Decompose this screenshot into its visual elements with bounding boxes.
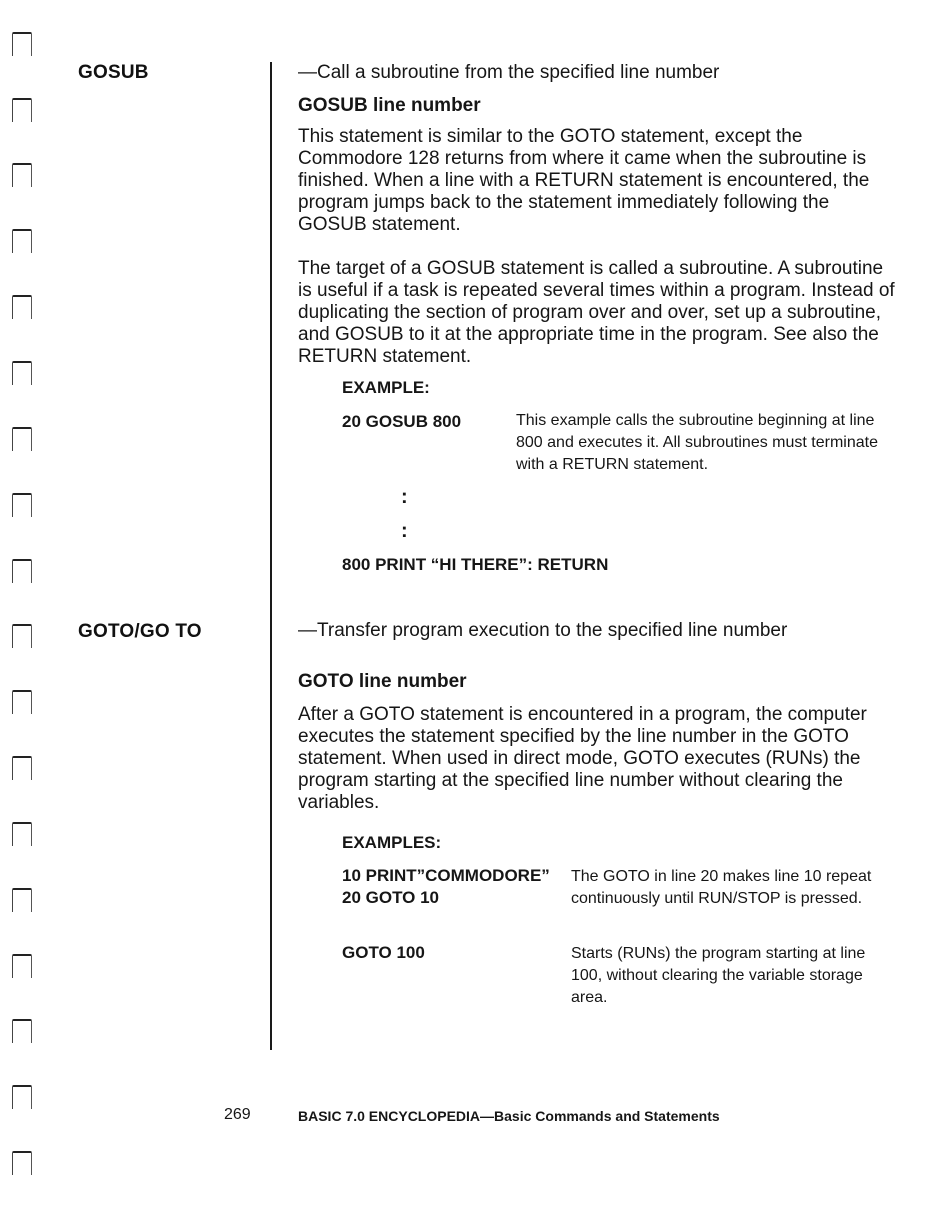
ellipsis-colon: : bbox=[401, 520, 408, 542]
binder-hole bbox=[12, 163, 32, 187]
binder-hole bbox=[12, 427, 32, 451]
gosub-description: —Call a subroutine from the specified line number bbox=[298, 62, 720, 83]
binder-hole bbox=[12, 756, 32, 780]
binder-hole bbox=[12, 98, 32, 122]
goto-paragraph-1: After a GOTO statement is encountered in a program, the computer executes the statement specified by the line number in the GOTO statement. When used in direct mode, GOTO executes (RUNs) the program starting at the specified line number without clearing the variables. bbox=[298, 704, 867, 813]
binder-hole bbox=[12, 229, 32, 253]
binder-hole bbox=[12, 1151, 32, 1175]
goto-example-1-code-line-1: 10 PRINT”COMMODORE” bbox=[342, 866, 550, 885]
binder-hole bbox=[12, 624, 32, 648]
keyword-gosub: GOSUB bbox=[78, 62, 149, 83]
goto-example-2-code: GOTO 100 bbox=[342, 943, 425, 962]
gosub-example-heading: EXAMPLE: bbox=[342, 378, 430, 397]
binder-holes bbox=[0, 0, 60, 1219]
gosub-paragraph-1: This statement is similar to the GOTO statement, except the Commodore 128 returns from where it came when the subroutine is finished. When a line with a RETURN statement is encountered, the program jumps back to the statement immediately following the GOSUB statement. bbox=[298, 126, 870, 235]
gosub-example-description: This example calls the subroutine beginning at line 800 and executes it. All subroutines must terminate with a RETURN statement. bbox=[516, 412, 878, 473]
binder-hole bbox=[12, 954, 32, 978]
binder-hole bbox=[12, 32, 32, 56]
goto-examples-heading: EXAMPLES: bbox=[342, 833, 442, 852]
goto-example-2-description: Starts (RUNs) the program starting at line 100, without clearing the variable storage area. bbox=[571, 945, 866, 1006]
column-divider bbox=[270, 62, 272, 1050]
binder-hole bbox=[12, 888, 32, 912]
page-number: 269 bbox=[224, 1106, 251, 1123]
gosub-format: GOSUB line number bbox=[298, 95, 481, 116]
gosub-paragraph-2: The target of a GOSUB statement is called a subroutine. A subroutine is useful if a task is repeated several times within a program. Instead of duplicating the section of program over and over, set up a subroutine, and GOSUB to it at the appropriate time in the program. See also the RETURN statement. bbox=[298, 258, 895, 367]
binder-hole bbox=[12, 690, 32, 714]
binder-hole bbox=[12, 1085, 32, 1109]
goto-example-1-code-line-2: 20 GOTO 10 bbox=[342, 888, 440, 907]
keyword-goto: GOTO/GO TO bbox=[78, 621, 202, 642]
binder-hole bbox=[12, 822, 32, 846]
goto-description: —Transfer program execution to the specified line number bbox=[298, 620, 788, 641]
running-footer-title: BASIC 7.0 ENCYCLOPEDIA—Basic Commands and Statements bbox=[298, 1108, 720, 1124]
binder-hole bbox=[12, 295, 32, 319]
binder-hole bbox=[12, 361, 32, 385]
gosub-example-code: 20 GOSUB 800 bbox=[342, 412, 462, 431]
goto-format: GOTO line number bbox=[298, 671, 467, 692]
binder-hole bbox=[12, 1019, 32, 1043]
gosub-example-code-return: 800 PRINT “HI THERE”: RETURN bbox=[342, 555, 609, 574]
binder-hole bbox=[12, 559, 32, 583]
goto-example-1-description: The GOTO in line 20 makes line 10 repeat continuously until RUN/STOP is pressed. bbox=[571, 868, 872, 907]
ellipsis-colon: : bbox=[401, 486, 408, 508]
binder-hole bbox=[12, 493, 32, 517]
